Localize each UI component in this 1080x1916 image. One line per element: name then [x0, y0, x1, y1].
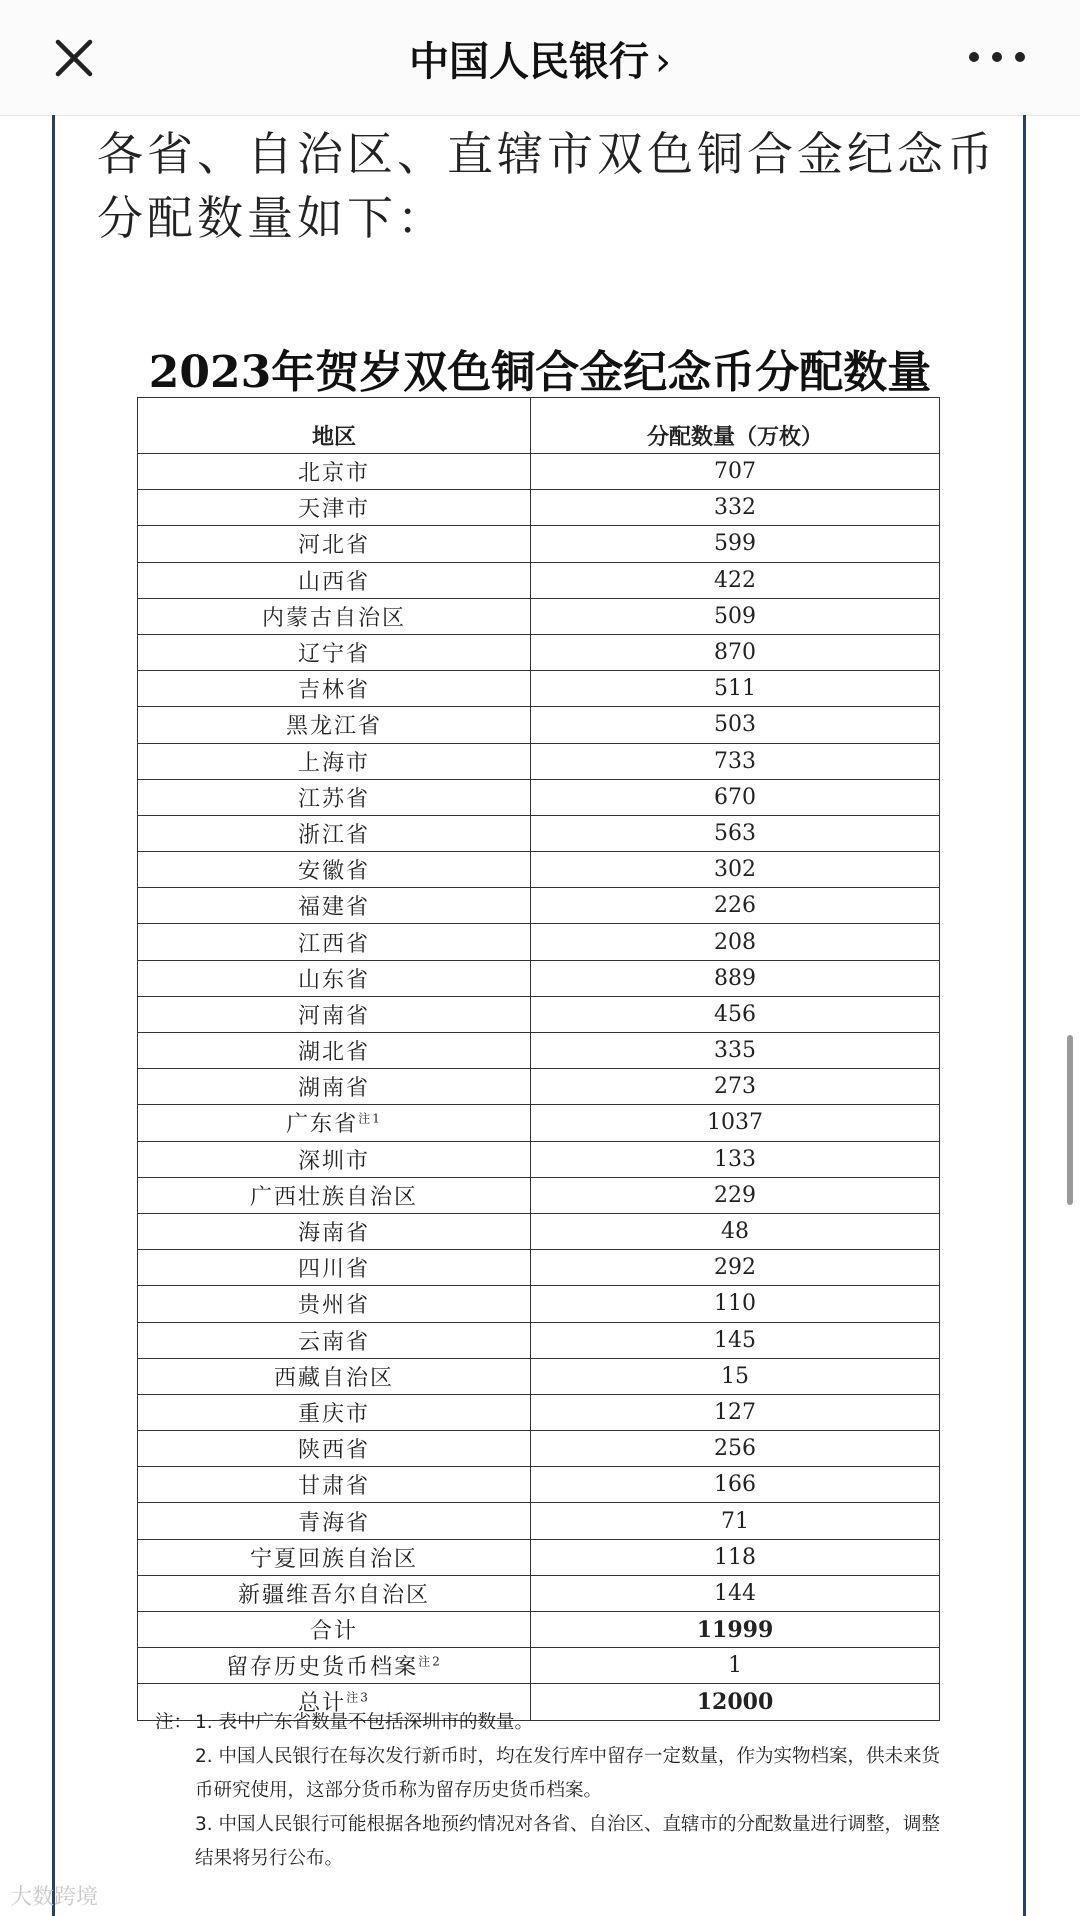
- region-cell: [138, 1286, 531, 1322]
- quantity-cell: 335: [531, 1033, 940, 1069]
- region-name: 陕西省: [297, 1438, 370, 1464]
- quantity-cell: 456: [531, 996, 940, 1032]
- region-cell: [138, 1213, 531, 1249]
- region-cell: [138, 1033, 531, 1069]
- region-name: 湖南省: [297, 1076, 370, 1102]
- quantity-cell: 208: [531, 924, 940, 960]
- region-name: 海南省: [297, 1221, 370, 1247]
- region-cell: [138, 1431, 531, 1467]
- region-cell: [138, 996, 531, 1032]
- note-item: 2. 中国人民银行在每次发行新币时，均在发行库中留存一定数量，作为实物档案，供未来货币研究使用，这部分货币称为留存历史货币档案。: [195, 1746, 941, 1801]
- table-row: [138, 1358, 940, 1394]
- chevron-right-icon: ›: [655, 39, 671, 85]
- quantity-cell: 563: [531, 815, 940, 851]
- region-name: 浙江省: [297, 822, 370, 848]
- page-title-link[interactable]: [0, 30, 1080, 87]
- region-name: 北京市: [297, 461, 370, 487]
- table-row: [138, 1213, 940, 1249]
- region-name: 合计: [309, 1619, 358, 1645]
- region-name: 西藏自治区: [273, 1365, 394, 1391]
- note-item: 3. 中国人民银行可能根据各地预约情况对各省、自治区、直辖市的分配数量进行调整，调整结果将另行公布。: [195, 1814, 941, 1869]
- region-cell: [138, 634, 531, 670]
- table-row: [138, 924, 940, 960]
- top-bar: [0, 0, 1080, 116]
- table-title: 2023年贺岁双色铜合金纪念币分配数量: [148, 347, 932, 398]
- region-name: 天津市: [297, 497, 370, 523]
- region-name: 重庆市: [297, 1401, 370, 1427]
- table-row: [138, 1431, 940, 1467]
- region-cell: [138, 1467, 531, 1503]
- quantity-cell: 48: [531, 1213, 940, 1249]
- region-name: 山西省: [297, 569, 370, 595]
- table-row: [138, 1177, 940, 1213]
- table-row: [138, 526, 940, 562]
- table-row: [138, 815, 940, 851]
- table-row: [138, 1503, 940, 1539]
- table-row: [138, 598, 940, 634]
- table-row: [138, 743, 940, 779]
- region-cell: [138, 454, 531, 490]
- region-name: 青海省: [297, 1510, 370, 1536]
- table-row: [138, 1286, 940, 1322]
- quantity-cell: 256: [531, 1431, 940, 1467]
- region-cell: [138, 671, 531, 707]
- notes-section: [155, 1706, 955, 1876]
- region-name: 深圳市: [297, 1148, 370, 1174]
- quantity-cell: 332: [531, 490, 940, 526]
- region-name: 福建省: [297, 895, 370, 921]
- region-cell: [138, 526, 531, 562]
- quantity-cell: 118: [531, 1539, 940, 1575]
- intro-text: [97, 122, 997, 250]
- quantity-cell: 166: [531, 1467, 940, 1503]
- table-row: [138, 707, 940, 743]
- table-row: [138, 490, 940, 526]
- region-cell: [138, 1648, 531, 1684]
- quantity-cell: 422: [531, 562, 940, 598]
- table-row: [138, 852, 940, 888]
- quantity-cell: 870: [531, 634, 940, 670]
- quantity-cell: 273: [531, 1069, 940, 1105]
- region-cell: [138, 743, 531, 779]
- region-name: 江西省: [297, 931, 370, 957]
- table-row: [138, 634, 940, 670]
- region-cell: [138, 1322, 531, 1358]
- column-header-region: 地区: [138, 398, 531, 454]
- region-cell: [138, 707, 531, 743]
- quantity-cell: 503: [531, 707, 940, 743]
- table-row: [138, 960, 940, 996]
- region-cell: [138, 1177, 531, 1213]
- table-row: [138, 1105, 940, 1141]
- footnote-marker: 注1: [358, 1112, 382, 1127]
- region-name: 广东省: [286, 1112, 359, 1138]
- region-name: 湖北省: [297, 1040, 370, 1066]
- table-row: [138, 1539, 940, 1575]
- region-cell: [138, 490, 531, 526]
- quantity-cell: 12000: [531, 1684, 940, 1720]
- quantity-cell: 71: [531, 1503, 940, 1539]
- region-name: 四川省: [297, 1257, 370, 1283]
- region-name: 江苏省: [297, 786, 370, 812]
- region-name: 宁夏回族自治区: [249, 1546, 418, 1572]
- table-row: [138, 1394, 940, 1430]
- region-name: 河南省: [297, 1003, 370, 1029]
- table-row: [138, 1033, 940, 1069]
- region-name: 黑龙江省: [285, 714, 382, 740]
- table-row: [138, 454, 940, 490]
- quantity-cell: 733: [531, 743, 940, 779]
- region-cell: [138, 960, 531, 996]
- quantity-cell: 670: [531, 779, 940, 815]
- column-header-quantity: 分配数量（万枚）: [531, 398, 940, 454]
- quantity-cell: 15: [531, 1358, 940, 1394]
- table-row: [138, 1250, 940, 1286]
- quantity-cell: 226: [531, 888, 940, 924]
- region-name: 总计: [298, 1691, 347, 1717]
- note-item: 1. 表中广东省数量不包括深圳市的数量。: [195, 1712, 534, 1733]
- region-name: 山东省: [297, 967, 370, 993]
- region-name: 河北省: [297, 533, 370, 559]
- region-cell: [138, 598, 531, 634]
- region-name: 吉林省: [297, 678, 370, 704]
- region-cell: [138, 852, 531, 888]
- region-cell: [138, 1069, 531, 1105]
- quantity-cell: 11999: [531, 1612, 940, 1648]
- table-row: [138, 779, 940, 815]
- region-cell: [138, 1612, 531, 1648]
- quantity-cell: 144: [531, 1575, 940, 1611]
- region-cell: [138, 1503, 531, 1539]
- table-row: [138, 1467, 940, 1503]
- table-row: [138, 1612, 940, 1648]
- region-name: 广西壮族自治区: [249, 1184, 418, 1210]
- region-name: 上海市: [297, 750, 370, 776]
- table-row: [138, 1141, 940, 1177]
- region-name: 贵州省: [297, 1293, 370, 1319]
- region-cell: [138, 1539, 531, 1575]
- quantity-cell: 599: [531, 526, 940, 562]
- region-cell: [138, 1575, 531, 1611]
- region-cell: [138, 1394, 531, 1430]
- region-name: 甘肃省: [297, 1474, 370, 1500]
- intro-line-1: 各省、自治区、直辖市双色铜合金纪念币: [97, 127, 997, 181]
- watermark: 大数跨境: [10, 1885, 99, 1910]
- page-title: 中国人民银行: [409, 39, 649, 85]
- quantity-cell: 145: [531, 1322, 940, 1358]
- region-name: 新疆维吾尔自治区: [237, 1582, 430, 1608]
- table-row: [138, 996, 940, 1032]
- region-name: 云南省: [297, 1329, 370, 1355]
- quantity-cell: 292: [531, 1250, 940, 1286]
- region-name: 辽宁省: [297, 642, 370, 668]
- quantity-cell: 127: [531, 1394, 940, 1430]
- quantity-cell: 110: [531, 1286, 940, 1322]
- region-cell: [138, 1141, 531, 1177]
- region-cell: [138, 888, 531, 924]
- footnote-marker: 注3: [346, 1691, 370, 1706]
- quantity-cell: 133: [531, 1141, 940, 1177]
- table-header-row: [138, 398, 940, 454]
- table-row: [138, 888, 940, 924]
- region-cell: [138, 562, 531, 598]
- intro-line-2: 分配数量如下：: [97, 191, 447, 245]
- region-cell: [138, 1105, 531, 1141]
- footnote-marker: 注2: [418, 1654, 442, 1669]
- table-row: [138, 1322, 940, 1358]
- table-row: [138, 1648, 940, 1684]
- table-row: [138, 1575, 940, 1611]
- distribution-table: [137, 397, 940, 1721]
- region-name: 内蒙古自治区: [261, 605, 406, 631]
- more-icon[interactable]: [962, 42, 1032, 72]
- region-cell: [138, 1250, 531, 1286]
- quantity-cell: 1037: [531, 1105, 940, 1141]
- quantity-cell: 889: [531, 960, 940, 996]
- quantity-cell: 511: [531, 671, 940, 707]
- table-row: [138, 1069, 940, 1105]
- quantity-cell: 1: [531, 1648, 940, 1684]
- quantity-cell: 302: [531, 852, 940, 888]
- quantity-cell: 707: [531, 454, 940, 490]
- quantity-cell: 229: [531, 1177, 940, 1213]
- region-cell: [138, 815, 531, 851]
- table-row: [138, 562, 940, 598]
- table-row: [138, 671, 940, 707]
- region-cell: [138, 1358, 531, 1394]
- region-name: 安徽省: [297, 859, 370, 885]
- region-name: 留存历史货币档案: [226, 1655, 419, 1681]
- scrollbar[interactable]: [1067, 1035, 1073, 1205]
- region-cell: [138, 924, 531, 960]
- notes-label: 注：: [155, 1712, 193, 1733]
- region-cell: [138, 779, 531, 815]
- quantity-cell: 509: [531, 598, 940, 634]
